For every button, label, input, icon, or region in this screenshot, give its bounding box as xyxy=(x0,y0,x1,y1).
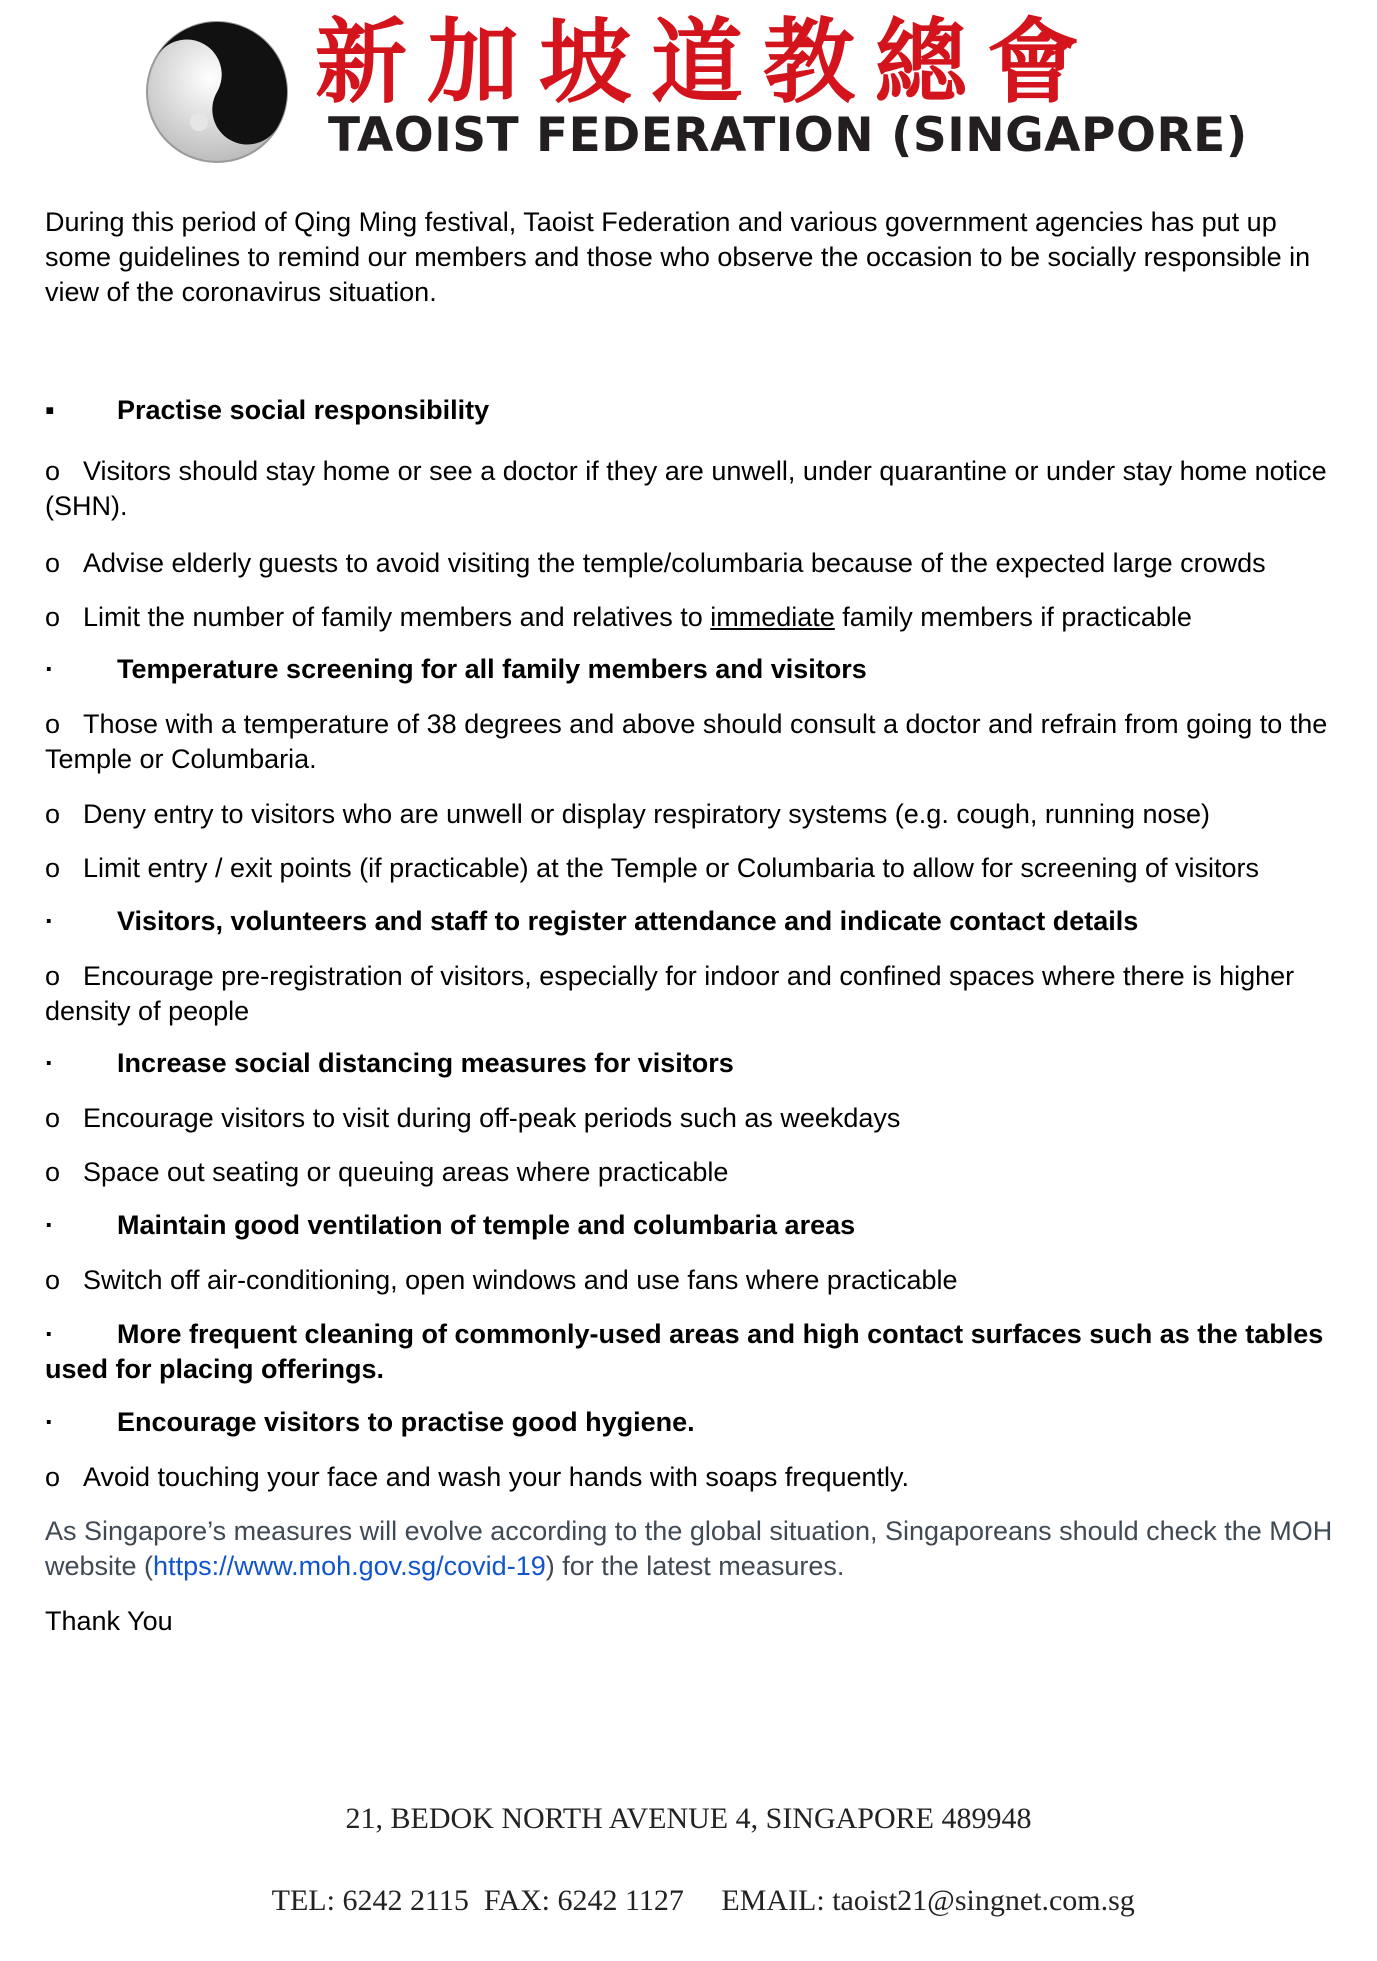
heading-text: Temperature screening for all family members and visitors xyxy=(117,654,867,684)
moh-note xyxy=(45,1514,1335,1584)
sub-marker: o xyxy=(45,548,61,578)
item-text: Limit the number of family members and relatives to xyxy=(83,602,711,632)
heading-text: Encourage visitors to practise good hygiene. xyxy=(117,1407,695,1437)
bullet-marker: · xyxy=(45,906,54,936)
heading-text: Maintain good ventilation of temple and columbaria areas xyxy=(117,1210,856,1240)
list-item xyxy=(45,959,1335,1029)
item-text: family members if practicable xyxy=(834,602,1192,632)
underlined-word: immediate xyxy=(710,602,835,632)
section-heading xyxy=(45,652,1335,687)
item-text: Encourage visitors to visit during off-peak periods such as weekdays xyxy=(83,1103,901,1133)
bullet-marker: · xyxy=(45,1407,54,1437)
closing-text: Thank You xyxy=(45,1606,173,1636)
item-text: Limit entry / exit points (if practicable) at the Temple or Columbaria to allow for screening of visitors xyxy=(83,853,1259,883)
bullet-marker: · xyxy=(45,1210,54,1240)
heading-text: Practise social responsibility xyxy=(117,395,490,425)
item-text: Encourage pre-registration of visitors, especially for indoor and confined spaces where there is higher density of people xyxy=(45,961,1295,1026)
item-text: Those with a temperature of 38 degrees and above should consult a doctor and refrain from going to the Temple or Columbaria. xyxy=(45,709,1328,774)
note-text: As Singapore’s measures will evolve according to the global situation, Singaporeans should check the MOH website ( xyxy=(45,1516,1333,1581)
sub-marker: o xyxy=(45,709,61,739)
section-heading xyxy=(45,1208,1335,1243)
sub-marker: o xyxy=(45,1265,61,1295)
footer-email: EMAIL: taoist21@singnet.com.sg xyxy=(721,1884,1135,1917)
list-item xyxy=(45,600,1335,635)
moh-link[interactable]: https://www.moh.gov.sg/covid-19 xyxy=(153,1551,546,1581)
sub-marker: o xyxy=(45,602,61,632)
bullet-marker: · xyxy=(45,1319,54,1349)
footer-tel: TEL: 6242 2115 xyxy=(271,1884,469,1917)
sub-marker: o xyxy=(45,853,61,883)
list-item xyxy=(45,1155,1335,1190)
sub-marker: o xyxy=(45,1157,61,1187)
footer-address: 21, BEDOK NORTH AVENUE 4, SINGAPORE 489948 xyxy=(345,1802,1032,1835)
sub-marker: o xyxy=(45,456,61,486)
section-heading xyxy=(45,1046,1335,1081)
footer-contact xyxy=(0,1841,1377,1961)
list-item xyxy=(45,1263,1335,1298)
note-text: ) for the latest measures. xyxy=(545,1551,845,1581)
list-item xyxy=(45,851,1335,886)
item-text: Deny entry to visitors who are unwell or display respiratory systems (e.g. cough, running nose) xyxy=(83,799,1210,829)
heading-text: Increase social distancing measures for visitors xyxy=(117,1048,734,1078)
heading-text: More frequent cleaning of commonly-used areas and high contact surfaces such as the tables used for placing offerings. xyxy=(45,1319,1324,1384)
bullet-marker: · xyxy=(45,1048,54,1078)
list-item xyxy=(45,797,1335,832)
item-text: Visitors should stay home or see a doctor if they are unwell, under quarantine or under stay home notice (SHN). xyxy=(45,456,1327,521)
footer-fax: FAX: 6242 1127 xyxy=(483,1884,684,1917)
item-text: Switch off air-conditioning, open windows and use fans where practicable xyxy=(83,1265,958,1295)
bullet-marker: · xyxy=(45,654,54,684)
section-heading xyxy=(45,393,1335,428)
sub-marker: o xyxy=(45,799,61,829)
sub-marker: o xyxy=(45,1103,61,1133)
list-item xyxy=(45,1460,1335,1495)
list-item xyxy=(45,707,1335,777)
bullet-marker: ▪ xyxy=(45,395,55,425)
section-heading xyxy=(45,1317,1335,1387)
section-heading xyxy=(45,904,1335,939)
list-item xyxy=(45,1101,1335,1136)
item-text: Advise elderly guests to avoid visiting the temple/columbaria because of the expected large crowds xyxy=(83,548,1266,578)
section-heading xyxy=(45,1405,1335,1440)
intro-paragraph: During this period of Qing Ming festival, Taoist Federation and various government agencies has put up some guidelines to remind our members and those who observe the occasion to be socially responsible in view of the coronavirus situation. xyxy=(45,207,1311,307)
list-item xyxy=(45,454,1335,524)
sub-marker: o xyxy=(45,1462,61,1492)
sub-marker: o xyxy=(45,961,61,991)
english-org-name: TAOIST FEDERATION (SINGAPORE) xyxy=(328,108,1248,163)
yin-yang-icon xyxy=(143,18,291,166)
heading-text: Visitors, volunteers and staff to register attendance and indicate contact details xyxy=(117,906,1139,936)
item-text: Avoid touching your face and wash your hands with soaps frequently. xyxy=(83,1462,910,1492)
item-text: Space out seating or queuing areas where practicable xyxy=(83,1157,729,1187)
chinese-org-name: 新加坡道教總會 xyxy=(315,8,1100,116)
list-item xyxy=(45,546,1335,581)
